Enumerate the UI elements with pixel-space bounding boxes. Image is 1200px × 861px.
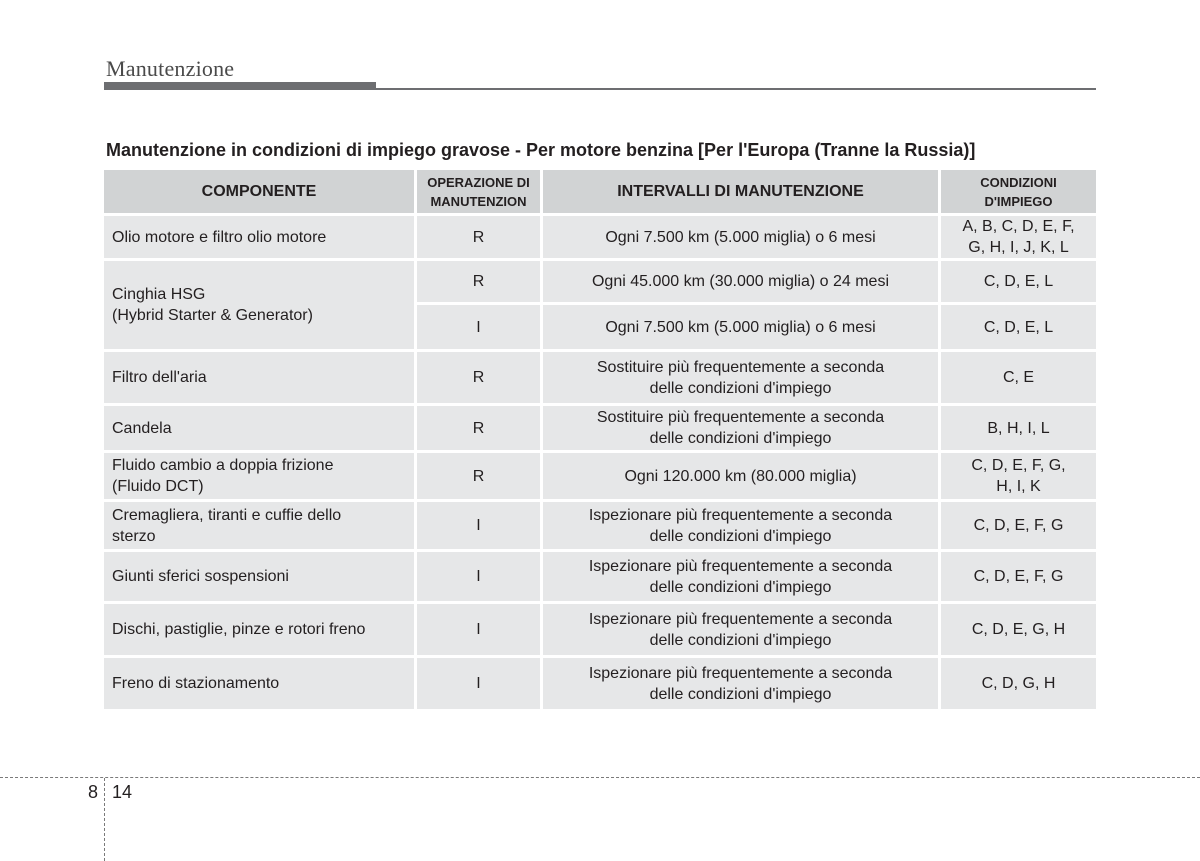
cell-interval: Ispezionare più frequentemente a seconda delle condizioni d'impiego (543, 502, 941, 552)
header-rule-thick (104, 82, 376, 90)
cell-interval: Ogni 7.500 km (5.000 miglia) o 6 mesi (543, 216, 941, 261)
cell-interval: Ispezionare più frequentemente a seconda delle condizioni d'impiego (543, 658, 941, 712)
table-header-row (104, 170, 1096, 216)
cell-operation: R (417, 216, 543, 261)
cell-conditions: C, D, G, H (941, 658, 1096, 712)
footer-dashed-rule (0, 777, 1200, 778)
cell-component: Cinghia HSG (Hybrid Starter & Generator) (104, 261, 417, 352)
cell-operation: R (417, 406, 543, 453)
cell-operation: I (417, 502, 543, 552)
cell-component: Freno di stazionamento (104, 658, 417, 712)
cell-interval: Ogni 7.500 km (5.000 miglia) o 6 mesi (543, 305, 941, 352)
header-operation: OPERAZIONE DI MANUTENZION (417, 170, 543, 216)
table-row (104, 658, 1096, 712)
table-row (104, 352, 1096, 406)
cell-component: Filtro dell'aria (104, 352, 417, 406)
header-interval: INTERVALLI DI MANUTENZIONE (543, 170, 941, 216)
table-row (104, 406, 1096, 453)
cell-operation: I (417, 305, 543, 352)
footer-dashed-divider (104, 778, 105, 861)
page-header-title: Manutenzione (106, 56, 235, 81)
cell-operation: I (417, 604, 543, 658)
table-row (104, 261, 1096, 305)
cell-interval: Ispezionare più frequentemente a seconda delle condizioni d'impiego (543, 552, 941, 604)
cell-operation: R (417, 453, 543, 502)
cell-conditions: C, E (941, 352, 1096, 406)
page-number: 14 (112, 782, 133, 802)
cell-conditions: C, D, E, F, G (941, 502, 1096, 552)
cell-interval: Ispezionare più frequentemente a seconda delle condizioni d'impiego (543, 604, 941, 658)
cell-conditions: C, D, E, F, G (941, 552, 1096, 604)
cell-conditions: C, D, E, F, G, H, I, K (941, 453, 1096, 502)
cell-conditions: C, D, E, G, H (941, 604, 1096, 658)
cell-component: Fluido cambio a doppia frizione (Fluido DCT) (104, 453, 417, 502)
cell-operation: R (417, 352, 543, 406)
cell-component: Candela (104, 406, 417, 453)
section-heading: Manutenzione in condizioni di impiego gravose - Per motore benzina [Per l'Europa (Tranne la Russia)] (106, 140, 976, 160)
header-component: COMPONENTE (104, 170, 417, 216)
table-row (104, 216, 1096, 261)
cell-conditions: C, D, E, L (941, 261, 1096, 305)
table-row (104, 502, 1096, 552)
chapter-number: 8 (88, 782, 99, 802)
cell-interval: Ogni 120.000 km (80.000 miglia) (543, 453, 941, 502)
cell-interval: Sostituire più frequentemente a seconda delle condizioni d'impiego (543, 406, 941, 453)
cell-operation: R (417, 261, 543, 305)
header-conditions: CONDIZIONI D'IMPIEGO (941, 170, 1096, 216)
table-row (104, 552, 1096, 604)
cell-component: Olio motore e filtro olio motore (104, 216, 417, 261)
cell-operation: I (417, 552, 543, 604)
cell-component: Cremagliera, tiranti e cuffie dello sterzo (104, 502, 417, 552)
cell-operation: I (417, 658, 543, 712)
cell-component: Giunti sferici sospensioni (104, 552, 417, 604)
cell-conditions: A, B, C, D, E, F, G, H, I, J, K, L (941, 216, 1096, 261)
table-row (104, 604, 1096, 658)
cell-interval: Sostituire più frequentemente a seconda delle condizioni d'impiego (543, 352, 941, 406)
header-rule-thin (376, 88, 1096, 90)
cell-conditions: B, H, I, L (941, 406, 1096, 453)
maintenance-table (104, 170, 1096, 712)
table-row (104, 453, 1096, 502)
cell-conditions: C, D, E, L (941, 305, 1096, 352)
cell-interval: Ogni 45.000 km (30.000 miglia) o 24 mesi (543, 261, 941, 305)
cell-component: Dischi, pastiglie, pinze e rotori freno (104, 604, 417, 658)
